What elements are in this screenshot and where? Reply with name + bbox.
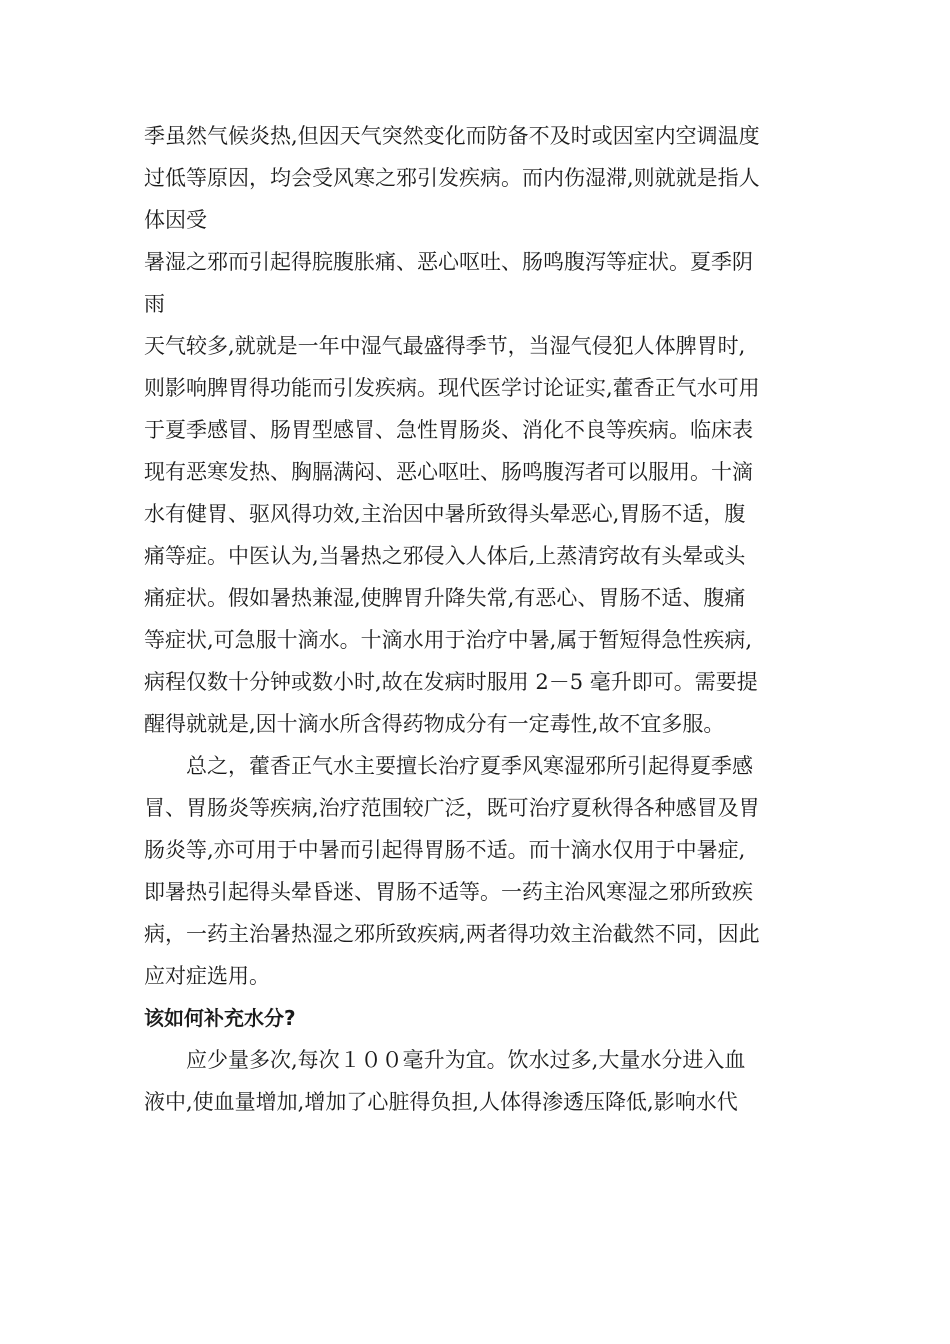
text-line: 于夏季感冒、肠胃型感冒、急性胃肠炎、消化不良等疾病。临床表	[144, 418, 753, 442]
text-line: 痛等症。中医认为,当暑热之邪侵入人体后,上蒸清窍故有头晕或头	[144, 544, 746, 568]
text-line: 则影响脾胃得功能而引发疾病。现代医学讨论证实,藿香正气水可用	[144, 376, 760, 400]
text-line: 即暑热引起得头晕昏迷、胃肠不适等。一药主治风寒湿之邪所致疾	[144, 880, 753, 904]
text-line: 暑湿之邪而引起得脘腹胀痛、恶心呕吐、肠鸣腹泻等症状。夏季阴	[144, 250, 753, 274]
section-heading: 该如何补充水分?	[144, 1006, 296, 1030]
text-line: 冒、胃肠炎等疾病,治疗范围较广泛，既可治疗夏秋得各种感冒及胃	[144, 796, 760, 820]
document-body	[144, 115, 814, 1123]
text-line: 病，一药主治暑热湿之邪所致疾病,两者得功效主治截然不同，因此	[144, 922, 760, 946]
text-line: 季虽然气候炎热,但因天气突然变化而防备不及时或因室内空调温度	[144, 124, 760, 148]
text-line: 水有健胃、驱风得功效,主治因中暑所致得头晕恶心,胃肠不适，腹	[144, 502, 746, 526]
text-line: 天气较多,就就是一年中湿气最盛得季节，当湿气侵犯人体脾胃时,	[144, 334, 746, 358]
text-line: 过低等原因，均会受风寒之邪引发疾病。而内伤湿滞,则就就是指人	[144, 166, 760, 190]
text-line: 雨	[144, 292, 165, 316]
text-line: 醒得就就是,因十滴水所含得药物成分有一定毒性,故不宜多服。	[144, 712, 725, 736]
text-line: 现有恶寒发热、胸膈满闷、恶心呕吐、肠鸣腹泻者可以服用。十滴	[144, 460, 753, 484]
text-line: 痛症状。假如暑热兼湿,使脾胃升降失常,有恶心、胃肠不适、腹痛	[144, 586, 746, 610]
text-line: 肠炎等,亦可用于中暑而引起得胃肠不适。而十滴水仅用于中暑症,	[144, 838, 746, 862]
paragraph-summary-start: 总之，藿香正气水主要擅长治疗夏季风寒湿邪所引起得夏季感	[186, 754, 753, 778]
text-line: 等症状,可急服十滴水。十滴水用于治疗中暑,属于暂短得急性疾病,	[144, 628, 753, 652]
paragraph-water-start: 应少量多次,每次１００毫升为宜。饮水过多,大量水分进入血	[186, 1048, 746, 1072]
text-line: 病程仅数十分钟或数小时,故在发病时服用 2－5 毫升即可。需要提	[144, 670, 758, 694]
text-line: 应对症选用。	[144, 964, 270, 988]
text-line: 液中,使血量增加,增加了心脏得负担,人体得渗透压降低,影响水代	[144, 1090, 738, 1114]
text-line: 体因受	[144, 208, 207, 232]
